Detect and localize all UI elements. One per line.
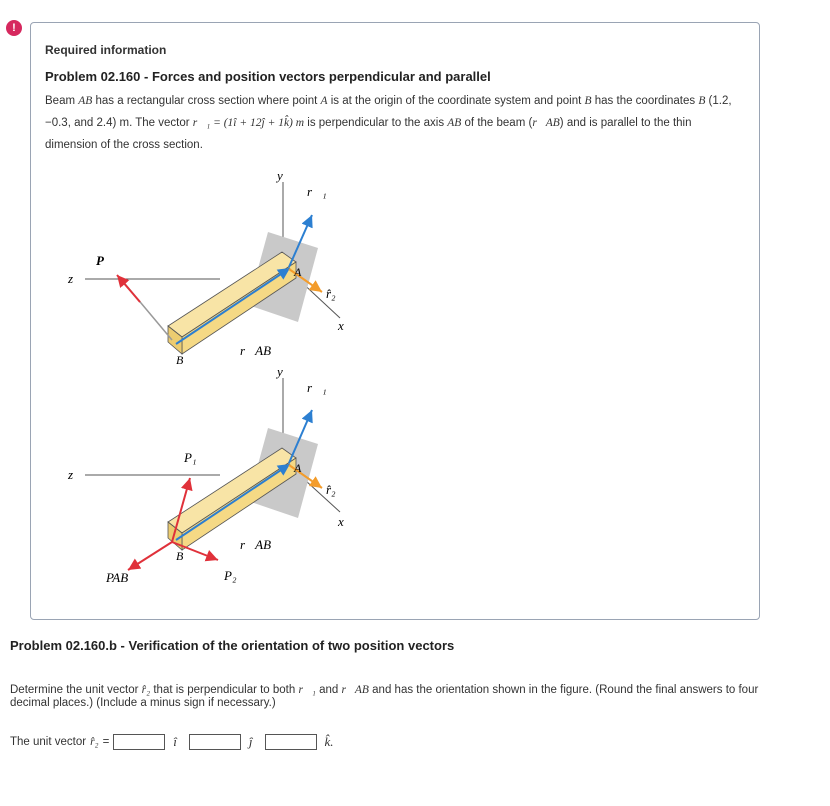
- top-b-label: B: [176, 353, 184, 367]
- bottom-y-label: y: [277, 364, 283, 379]
- bottom-a-label: A: [294, 461, 302, 475]
- top-y-label: y: [277, 168, 283, 183]
- part-b-question: Determine the unit vector r̂₂ that is perpendicular to both r⃗₁ and r⃗AB and has the orientation shown in the figure. (Round the final answers to four decimal places.) (Include a minus sign if necessary.): [10, 684, 759, 709]
- top-r2-label: r̂₂: [326, 286, 336, 301]
- problem-description: Beam AB has a rectangular cross section where point A is at the origin of the coordinate system and point B has the coordinates B (1.2, −0.3, and 2.4) m. The vector r⃗₁ = (1î + 12ĵ + 1k̂) m is perpendicular to the axis AB of the beam (r⃗AB) and is parallel to the thin dimension of the cross section.: [45, 95, 732, 151]
- answer-label: The unit vector: [10, 736, 87, 748]
- k-unit-label: k̂.: [324, 734, 334, 749]
- i-unit-label: î: [173, 734, 177, 749]
- bottom-r2-label: r̂₂: [326, 482, 336, 497]
- top-rab-label: r⃗AB: [240, 343, 272, 358]
- alert-icon: !: [6, 20, 22, 36]
- bottom-figure: [67, 364, 344, 585]
- k-component-input[interactable]: [265, 734, 317, 750]
- beam-figure: [30, 140, 390, 600]
- answer-r2-symbol: r̂₂: [90, 736, 99, 748]
- i-component-input[interactable]: [113, 734, 165, 750]
- bottom-pab-label: PAB: [106, 570, 129, 585]
- top-r1-label: r⃗₁: [307, 184, 327, 199]
- j-component-input[interactable]: [189, 734, 241, 750]
- answer-equals: =: [102, 736, 110, 748]
- bottom-rab-label: r⃗AB: [240, 537, 272, 552]
- bottom-b-label: B: [176, 549, 184, 563]
- top-figure: [67, 168, 344, 367]
- j-unit-label: ĵ: [248, 734, 253, 749]
- top-a-label: A: [294, 265, 302, 279]
- top-x-label: x: [338, 318, 344, 333]
- required-info-title: Required information: [45, 43, 167, 57]
- bottom-r1-label: r⃗₁: [307, 380, 327, 395]
- top-p-label: P⃗: [96, 253, 115, 268]
- bottom-x-label: x: [338, 514, 344, 529]
- bottom-p2-label: P₂: [224, 568, 237, 583]
- bottom-p1-label: P₁: [184, 450, 197, 465]
- top-z-label: z: [68, 271, 74, 286]
- problem-title: Problem 02.160 - Forces and position vectors perpendicular and parallel: [45, 69, 491, 84]
- answer-row: [10, 734, 342, 750]
- part-b-title: Problem 02.160.b - Verification of the orientation of two position vectors: [10, 638, 455, 653]
- bottom-pab-vector: [128, 542, 172, 570]
- bottom-z-label: z: [68, 467, 74, 482]
